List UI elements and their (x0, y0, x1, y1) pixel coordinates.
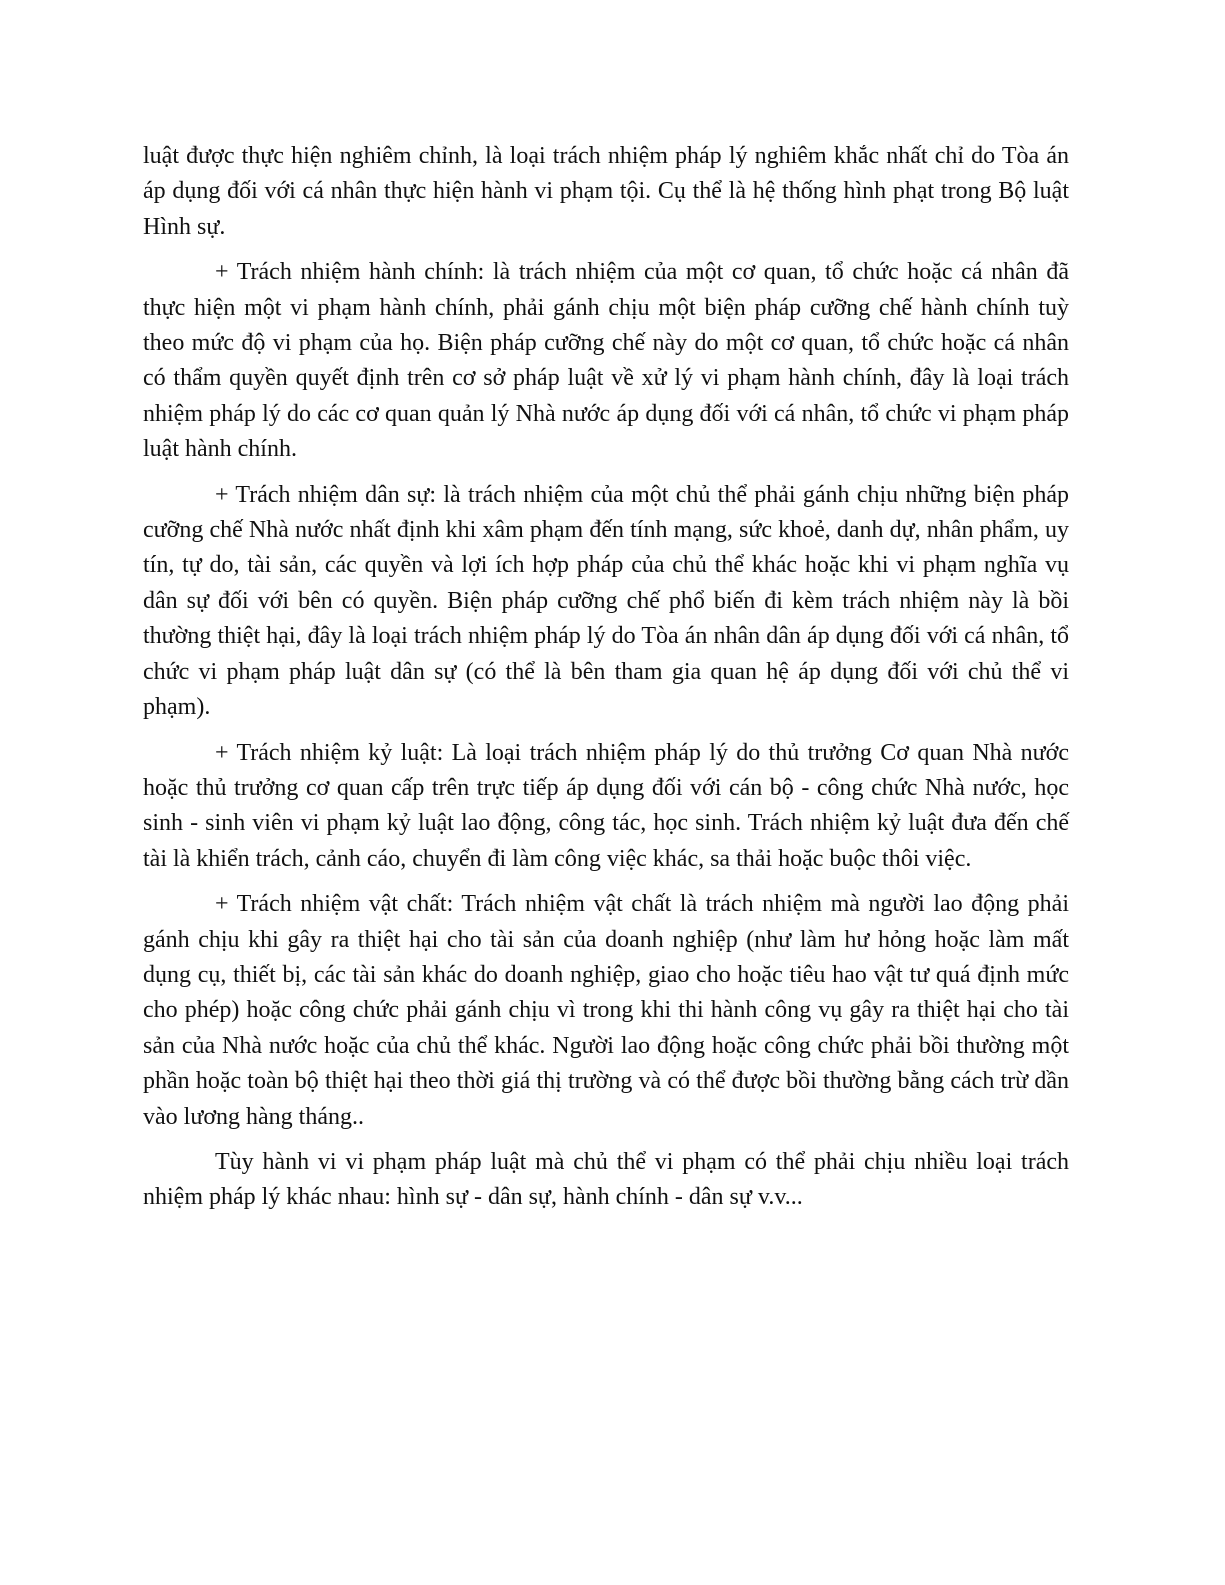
paragraph-civil-liability: + Trách nhiệm dân sự: là trách nhiệm của một chủ thể phải gánh chịu những biện pháp cưỡng chế Nhà nước nhất định khi xâm phạm đến tính mạng, sức khoẻ, danh dự, nhân phẩm, uy tín, tự do, tài sản, các quyền và lợi ích hợp pháp của chủ thể khác hoặc khi vi phạm nghĩa vụ dân sự đối với bên có quyền. Biện pháp cưỡng chế phổ biến đi kèm trách nhiệm này là bồi thường thiệt hại, đây là loại trách nhiệm pháp lý do Tòa án nhân dân áp dụng đối với cá nhân, tổ chức vi phạm pháp luật dân sự (có thể là bên tham gia quan hệ áp dụng đối với chủ thể vi phạm). (143, 481, 1069, 721)
paragraph-disciplinary-liability: + Trách nhiệm kỷ luật: Là loại trách nhiệm pháp lý do thủ trưởng Cơ quan Nhà nước hoặc thủ trưởng cơ quan cấp trên trực tiếp áp dụng đối với cán bộ - công chức Nhà nước, học sinh - sinh viên vi phạm kỷ luật lao động, công tác, học sinh. Trách nhiệm kỷ luật đưa đến chế tài là khiển trách, cảnh cáo, chuyển đi làm công việc khác, sa thải hoặc buộc thôi việc. (143, 739, 1069, 872)
paragraph-conclusion: Tùy hành vi vi phạm pháp luật mà chủ thể vi phạm có thể phải chịu nhiều loại trách nhiệm pháp lý khác nhau: hình sự - dân sự, hành chính - dân sự v.v... (143, 1148, 1069, 1211)
paragraph-criminal-liability-end: luật được thực hiện nghiêm chỉnh, là loại trách nhiệm pháp lý nghiêm khắc nhất chỉ do Tòa án áp dụng đối với cá nhân thực hiện hành vi phạm tội. Cụ thể là hệ thống hình phạt trong Bộ luật Hình sự. (143, 143, 1069, 240)
document-body (143, 139, 1069, 1226)
paragraph-material-liability: + Trách nhiệm vật chất: Trách nhiệm vật chất là trách nhiệm mà người lao động phải gánh chịu khi gây ra thiệt hại cho tài sản của doanh nghiệp (như làm hư hỏng hoặc làm mất dụng cụ, thiết bị, các tài sản khác do doanh nghiệp, giao cho hoặc tiêu hao vật tư quá định mức cho phép) hoặc công chức phải gánh chịu vì trong khi thi hành công vụ gây ra thiệt hại cho tài sản của Nhà nước hoặc của chủ thể khác. Người lao động hoặc công chức phải bồi thường một phần hoặc toàn bộ thiệt hại theo thời giá thị trường và có thể được bồi thường bằng cách trừ dần vào lương hàng tháng.. (143, 891, 1069, 1130)
paragraph-administrative-liability: + Trách nhiệm hành chính: là trách nhiệm của một cơ quan, tổ chức hoặc cá nhân đã thực hiện một vi phạm hành chính, phải gánh chịu một biện pháp cưỡng chế hành chính tuỳ theo mức độ vi phạm của họ. Biện pháp cưỡng chế này do một cơ quan, tổ chức hoặc cá nhân có thẩm quyền quyết định trên cơ sở pháp luật về xử lý vi phạm hành chính, đây là loại trách nhiệm pháp lý do các cơ quan quản lý Nhà nước áp dụng đối với cá nhân, tổ chức vi phạm pháp luật hành chính. (143, 259, 1069, 463)
